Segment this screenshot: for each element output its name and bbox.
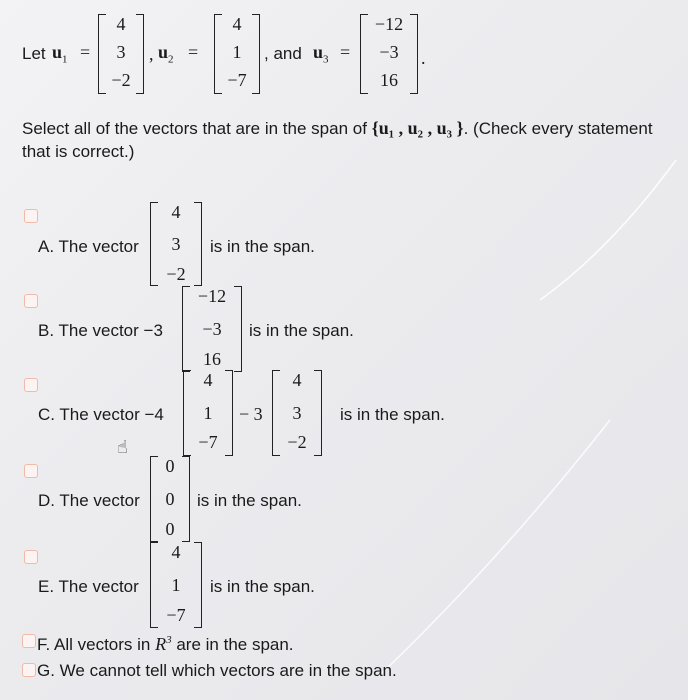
option-d-suffix[interactable]: is in the span.	[197, 491, 302, 510]
let-label: Let	[22, 44, 46, 63]
option-g-label[interactable]: G. We cannot tell which vectors are in the span.	[37, 661, 397, 680]
option-b-suffix[interactable]: is in the span.	[249, 321, 354, 340]
and-text: , and	[264, 44, 302, 63]
option-c-entry: −2	[287, 432, 307, 452]
option-c-entry: 1	[203, 403, 213, 423]
option-b-entry: −3	[202, 319, 222, 339]
option-a-prefix[interactable]: A. The vector	[38, 237, 139, 256]
hand-pointer-cursor-icon: ☝	[117, 437, 128, 457]
u2-entry: 1	[232, 42, 242, 62]
u3-vector	[360, 14, 418, 94]
option-c-minus-3: − 3	[239, 404, 263, 424]
option-g-checkbox[interactable]	[22, 663, 36, 677]
u2-label: $u_2$	[158, 42, 174, 66]
option-d-entry: 0	[165, 489, 175, 509]
option-c-vector-2	[272, 370, 322, 456]
option-c-prefix[interactable]: C. The vector −4	[38, 405, 164, 424]
option-d-checkbox[interactable]	[24, 464, 38, 478]
option-b-checkbox[interactable]	[24, 294, 38, 308]
u2-vector	[214, 14, 260, 94]
option-a-vector	[150, 202, 202, 286]
option-d-entry: 0	[165, 519, 175, 539]
instruction-line-2: that is correct.)	[22, 142, 135, 161]
u3-entry: 16	[380, 70, 398, 90]
u2-entry: −7	[227, 70, 247, 90]
option-e-vector	[150, 542, 202, 628]
option-c-suffix[interactable]: is in the span.	[340, 405, 445, 424]
u1-entry: 3	[116, 42, 126, 62]
option-c-entry: 3	[292, 403, 302, 423]
option-a-entry: 4	[171, 202, 181, 222]
option-e-suffix[interactable]: is in the span.	[210, 577, 315, 596]
equals-sign: =	[188, 42, 199, 62]
option-b-entry: −12	[197, 286, 227, 306]
option-b-vector	[182, 286, 242, 372]
option-e-entry: −7	[166, 605, 186, 625]
option-c-entry: 4	[203, 370, 213, 390]
u3-entry: −3	[379, 42, 399, 62]
option-f-checkbox[interactable]	[22, 634, 36, 648]
u3-label: $u_3$	[313, 42, 329, 66]
option-c-checkbox[interactable]	[24, 378, 38, 392]
u1-entry: 4	[116, 14, 126, 34]
option-a-entry: 3	[171, 234, 181, 254]
option-d-prefix[interactable]: D. The vector	[38, 491, 140, 510]
u2-entry: 4	[232, 14, 242, 34]
option-d-vector	[150, 456, 190, 542]
option-e-entry: 1	[171, 575, 181, 595]
instruction-line-1: Select all of the vectors that are in the span of {u₁ , u₂ , u₃ }. (Check every statement	[22, 118, 653, 138]
option-a-entry: −2	[166, 264, 186, 284]
option-c-entry: −7	[198, 432, 218, 452]
option-e-entry: 4	[171, 542, 181, 562]
comma: ,	[149, 44, 154, 64]
option-b-prefix[interactable]: B. The vector −3	[38, 321, 163, 340]
option-a-checkbox[interactable]	[24, 209, 38, 223]
option-a-suffix[interactable]: is in the span.	[210, 237, 315, 256]
u3-entry: −12	[374, 14, 404, 34]
span-set: {u₁ , u₂ , u₃ }	[371, 118, 464, 138]
u1-entry: −2	[111, 70, 131, 90]
option-e-checkbox[interactable]	[24, 550, 38, 564]
option-e-prefix[interactable]: E. The vector	[38, 577, 139, 596]
option-d-entry: 0	[165, 456, 175, 476]
option-c-vector-1	[183, 370, 233, 456]
period: .	[421, 48, 426, 68]
equals-sign: =	[80, 42, 91, 62]
u1-vector	[98, 14, 144, 94]
u1-label: $u_1$	[52, 42, 68, 66]
r3-symbol: $R^3$	[155, 634, 172, 654]
equals-sign: =	[340, 42, 351, 62]
option-c-entry: 4	[292, 370, 302, 390]
option-f-label[interactable]: F. All vectors in $R^3$ are in the span.	[37, 634, 294, 654]
option-b-entry: 16	[203, 349, 221, 369]
